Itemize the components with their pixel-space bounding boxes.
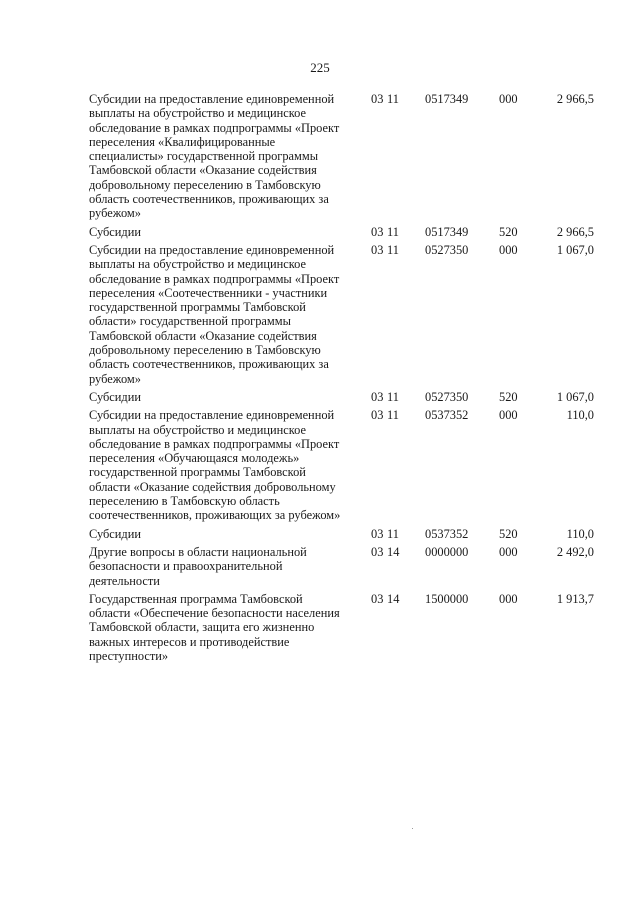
row-kind: 000	[499, 92, 518, 106]
row-subsection: 11	[387, 242, 399, 257]
row-section: 03	[371, 408, 384, 423]
row-name: Субсидии на предоставление единовременной выплаты на обустройство и медицинское обследование в рамках подпрограммы «Проект переселения «Соотечественники - участники государственной программы Тамбовской области» государственной программы Тамбовской области «Оказание содействия добровольному переселению в Тамбовскую область соотечественников, проживающих за рубежом»	[89, 242, 340, 386]
row-kind: 520	[499, 224, 518, 239]
row-amount: 1 913,7	[556, 591, 594, 606]
table-row	[89, 225, 594, 243]
row-subsection: 14	[387, 544, 400, 559]
table-row	[89, 592, 594, 667]
table-row	[89, 243, 594, 390]
row-section-code	[341, 592, 401, 667]
row-subsection: 11	[387, 389, 399, 404]
row-section-code	[341, 527, 401, 545]
page-number: 225	[310, 60, 330, 75]
row-section-code	[341, 92, 401, 225]
table-row	[89, 527, 594, 545]
row-section: 03	[371, 224, 384, 239]
row-kind: 520	[499, 526, 518, 541]
row-amount: 2 966,5	[556, 92, 594, 106]
row-name: Субсидии на предоставление единовременной выплаты на обустройство и медицинское обследование в рамках подпрограммы «Проект переселения «Квалифицированные специалисты» государственной программы Тамбовской области «Оказание содействия добровольному переселению в Тамбовскую область соотечественников, проживающих за рубежом»	[89, 92, 340, 221]
scan-speck	[412, 828, 413, 829]
row-kind: 000	[499, 242, 518, 257]
table-row	[89, 545, 594, 592]
row-name: Субсидии	[89, 389, 141, 404]
row-section: 03	[371, 526, 384, 541]
row-section: 03	[371, 242, 384, 257]
row-section-code	[341, 225, 401, 243]
budget-table-body	[89, 92, 594, 667]
row-section: 03	[371, 389, 384, 404]
row-target: 0527350	[425, 242, 469, 257]
row-amount: 1 067,0	[556, 389, 594, 404]
row-name: Субсидии	[89, 224, 141, 239]
row-target: 0527350	[425, 389, 469, 404]
row-target: 0537352	[425, 408, 469, 423]
row-section: 03	[371, 544, 384, 559]
row-section-code	[341, 243, 401, 390]
row-target: 0517349	[425, 224, 469, 239]
row-target: 0000000	[425, 544, 469, 559]
row-amount: 110,0	[566, 408, 594, 423]
row-section: 03	[371, 591, 384, 606]
row-amount: 110,0	[566, 526, 594, 541]
budget-table	[89, 92, 594, 667]
row-amount: 1 067,0	[556, 242, 594, 257]
row-subsection: 11	[387, 526, 399, 541]
row-section-code	[341, 545, 401, 592]
table-row	[89, 92, 594, 225]
row-kind: 000	[499, 591, 518, 606]
row-target: 1500000	[425, 591, 469, 606]
row-subsection: 11	[387, 408, 399, 423]
row-section-code	[341, 390, 401, 408]
row-kind: 000	[499, 544, 518, 559]
row-amount: 2 966,5	[556, 224, 594, 239]
row-name: Субсидии на предоставление единовременной выплаты на обустройство и медицинское обследование в рамках подпрограммы «Проект переселения «Обучающаяся молодежь» государственной программы Тамбовской области «Оказание содействия добровольному переселению в Тамбовскую область соотечественников, проживающих за рубежом»	[89, 408, 341, 523]
row-subsection: 14	[387, 591, 400, 606]
row-section: 03	[371, 92, 384, 106]
row-kind: 520	[499, 389, 518, 404]
table-row	[89, 390, 594, 408]
row-name: Субсидии	[89, 526, 141, 541]
table-row	[89, 408, 594, 526]
row-kind: 000	[499, 408, 518, 423]
row-target: 0537352	[425, 526, 469, 541]
row-subsection: 11	[387, 92, 399, 106]
row-subsection: 11	[387, 224, 399, 239]
row-amount: 2 492,0	[556, 544, 594, 559]
row-section-code	[341, 408, 401, 526]
row-target: 0517349	[425, 92, 469, 106]
row-name: Государственная программа Тамбовской области «Обеспечение безопасности населения Тамбовской области, защита его жизненно важных интересов и противодействие преступности»	[89, 591, 340, 663]
row-name: Другие вопросы в области национальной безопасности и правоохранительной деятельности	[89, 544, 307, 588]
